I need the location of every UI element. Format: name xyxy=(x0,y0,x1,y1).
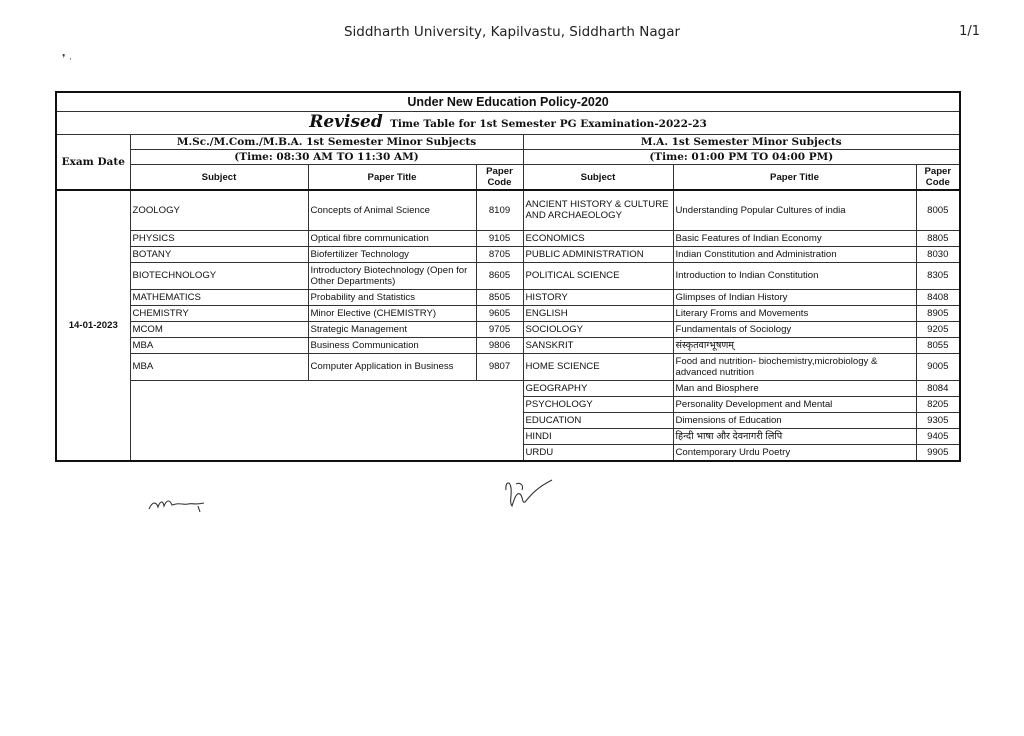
table-row xyxy=(56,337,960,353)
left-subject: CHEMISTRY xyxy=(130,305,308,321)
table-row xyxy=(56,380,960,396)
right-paper-code: 9005 xyxy=(916,353,960,380)
right-subject: URDU xyxy=(523,444,673,461)
left-subject: ZOOLOGY xyxy=(130,190,308,230)
left-code-header: Paper Code xyxy=(476,165,523,191)
signature-center xyxy=(500,472,558,512)
exam-date: 14-01-2023 xyxy=(56,190,130,461)
right-subject: SOCIOLOGY xyxy=(523,321,673,337)
table-row xyxy=(56,321,960,337)
right-paper-title: Introduction to Indian Constitution xyxy=(673,262,916,289)
right-subject: PUBLIC ADMINISTRATION xyxy=(523,246,673,262)
left-subject: BOTANY xyxy=(130,246,308,262)
right-paper-code: 8905 xyxy=(916,305,960,321)
right-paper-title: Man and Biosphere xyxy=(673,380,916,396)
right-paper-title: संस्कृतवाग्भूषणम् xyxy=(673,337,916,353)
table-row xyxy=(56,289,960,305)
right-subject: ECONOMICS xyxy=(523,230,673,246)
right-subject-header: Subject xyxy=(523,165,673,191)
left-paper-code: 9807 xyxy=(476,353,523,380)
right-subject: HINDI xyxy=(523,428,673,444)
timetable-subtitle: Time Table for 1st Semester PG Examination-2022-23 xyxy=(390,117,707,130)
right-subject: POLITICAL SCIENCE xyxy=(523,262,673,289)
right-paper-code: 8205 xyxy=(916,396,960,412)
left-paper-code: 8605 xyxy=(476,262,523,289)
left-paper-title: Strategic Management xyxy=(308,321,476,337)
exam-date-header: Exam Date xyxy=(56,135,130,191)
left-paper-code: 8109 xyxy=(476,190,523,230)
revised-label: Revised xyxy=(309,111,383,132)
left-paper-code: 8505 xyxy=(476,289,523,305)
signature-left xyxy=(146,492,208,514)
left-paper-title: Computer Application in Business xyxy=(308,353,476,380)
right-paper-code: 8005 xyxy=(916,190,960,230)
left-paper-code: 9605 xyxy=(476,305,523,321)
left-paper-code: 9806 xyxy=(476,337,523,353)
left-paper-title: Business Communication xyxy=(308,337,476,353)
left-paper-title: Minor Elective (CHEMISTRY) xyxy=(308,305,476,321)
right-paper-code: 8305 xyxy=(916,262,960,289)
university-header: Siddharth University, Kapilvastu, Siddharth Nagar xyxy=(343,24,681,40)
left-paper-code: 9705 xyxy=(476,321,523,337)
right-paper-title: Food and nutrition- biochemistry,microbiology & advanced nutrition xyxy=(673,353,916,380)
table-row xyxy=(56,353,960,380)
table-row xyxy=(56,246,960,262)
right-paper-code: 8030 xyxy=(916,246,960,262)
right-title-header: Paper Title xyxy=(673,165,916,191)
right-subject: HISTORY xyxy=(523,289,673,305)
timetable-title xyxy=(56,112,960,135)
left-paper-title: Optical fibre communication xyxy=(308,230,476,246)
right-paper-title: Understanding Popular Cultures of india xyxy=(673,190,916,230)
empty-block xyxy=(130,380,523,461)
right-paper-title: Personality Development and Mental xyxy=(673,396,916,412)
left-paper-title: Biofertilizer Technology xyxy=(308,246,476,262)
left-paper-code: 9105 xyxy=(476,230,523,246)
table-row xyxy=(56,230,960,246)
left-subject: BIOTECHNOLOGY xyxy=(130,262,308,289)
left-subject: MATHEMATICS xyxy=(130,289,308,305)
right-paper-title: Contemporary Urdu Poetry xyxy=(673,444,916,461)
left-title-header: Paper Title xyxy=(308,165,476,191)
right-paper-title: Glimpses of Indian History xyxy=(673,289,916,305)
right-paper-code: 8055 xyxy=(916,337,960,353)
right-subject: GEOGRAPHY xyxy=(523,380,673,396)
right-subject: ENGLISH xyxy=(523,305,673,321)
right-subject: PSYCHOLOGY xyxy=(523,396,673,412)
right-paper-code: 9305 xyxy=(916,412,960,428)
right-subject: EDUCATION xyxy=(523,412,673,428)
table-row xyxy=(56,305,960,321)
left-group-title: M.Sc./M.Com./M.B.A. 1st Semester Minor Subjects xyxy=(130,135,523,150)
right-paper-code: 9905 xyxy=(916,444,960,461)
scan-mark: ❜ · xyxy=(62,53,73,65)
table-row xyxy=(56,190,960,230)
left-subject: MCOM xyxy=(130,321,308,337)
right-paper-title: Basic Features of Indian Economy xyxy=(673,230,916,246)
right-paper-title: Dimensions of Education xyxy=(673,412,916,428)
right-paper-code: 8805 xyxy=(916,230,960,246)
left-subject-header: Subject xyxy=(130,165,308,191)
right-group-time: (Time: 01:00 PM TO 04:00 PM) xyxy=(523,150,960,165)
right-subject: ANCIENT HISTORY & CULTURE AND ARCHAEOLOGY xyxy=(523,190,673,230)
left-paper-title: Introductory Biotechnology (Open for Other Departments) xyxy=(308,262,476,289)
right-paper-code: 9205 xyxy=(916,321,960,337)
left-group-time: (Time: 08:30 AM TO 11:30 AM) xyxy=(130,150,523,165)
left-paper-title: Probability and Statistics xyxy=(308,289,476,305)
right-paper-title: Indian Constitution and Administration xyxy=(673,246,916,262)
timetable xyxy=(55,91,961,462)
right-group-title: M.A. 1st Semester Minor Subjects xyxy=(523,135,960,150)
policy-title: Under New Education Policy-2020 xyxy=(56,92,960,112)
right-paper-code: 8408 xyxy=(916,289,960,305)
left-subject: PHYSICS xyxy=(130,230,308,246)
right-paper-code: 8084 xyxy=(916,380,960,396)
right-paper-code: 9405 xyxy=(916,428,960,444)
right-code-header: Paper Code xyxy=(916,165,960,191)
page-indicator: 1/1 xyxy=(959,24,980,39)
right-subject: SANSKRIT xyxy=(523,337,673,353)
left-paper-code: 8705 xyxy=(476,246,523,262)
right-subject: HOME SCIENCE xyxy=(523,353,673,380)
right-paper-title: Literary Froms and Movements xyxy=(673,305,916,321)
left-subject: MBA xyxy=(130,353,308,380)
right-paper-title: Fundamentals of Sociology xyxy=(673,321,916,337)
table-row xyxy=(56,262,960,289)
left-paper-title: Concepts of Animal Science xyxy=(308,190,476,230)
right-paper-title: हिन्दी भाषा और देवनागरी लिपि xyxy=(673,428,916,444)
left-subject: MBA xyxy=(130,337,308,353)
